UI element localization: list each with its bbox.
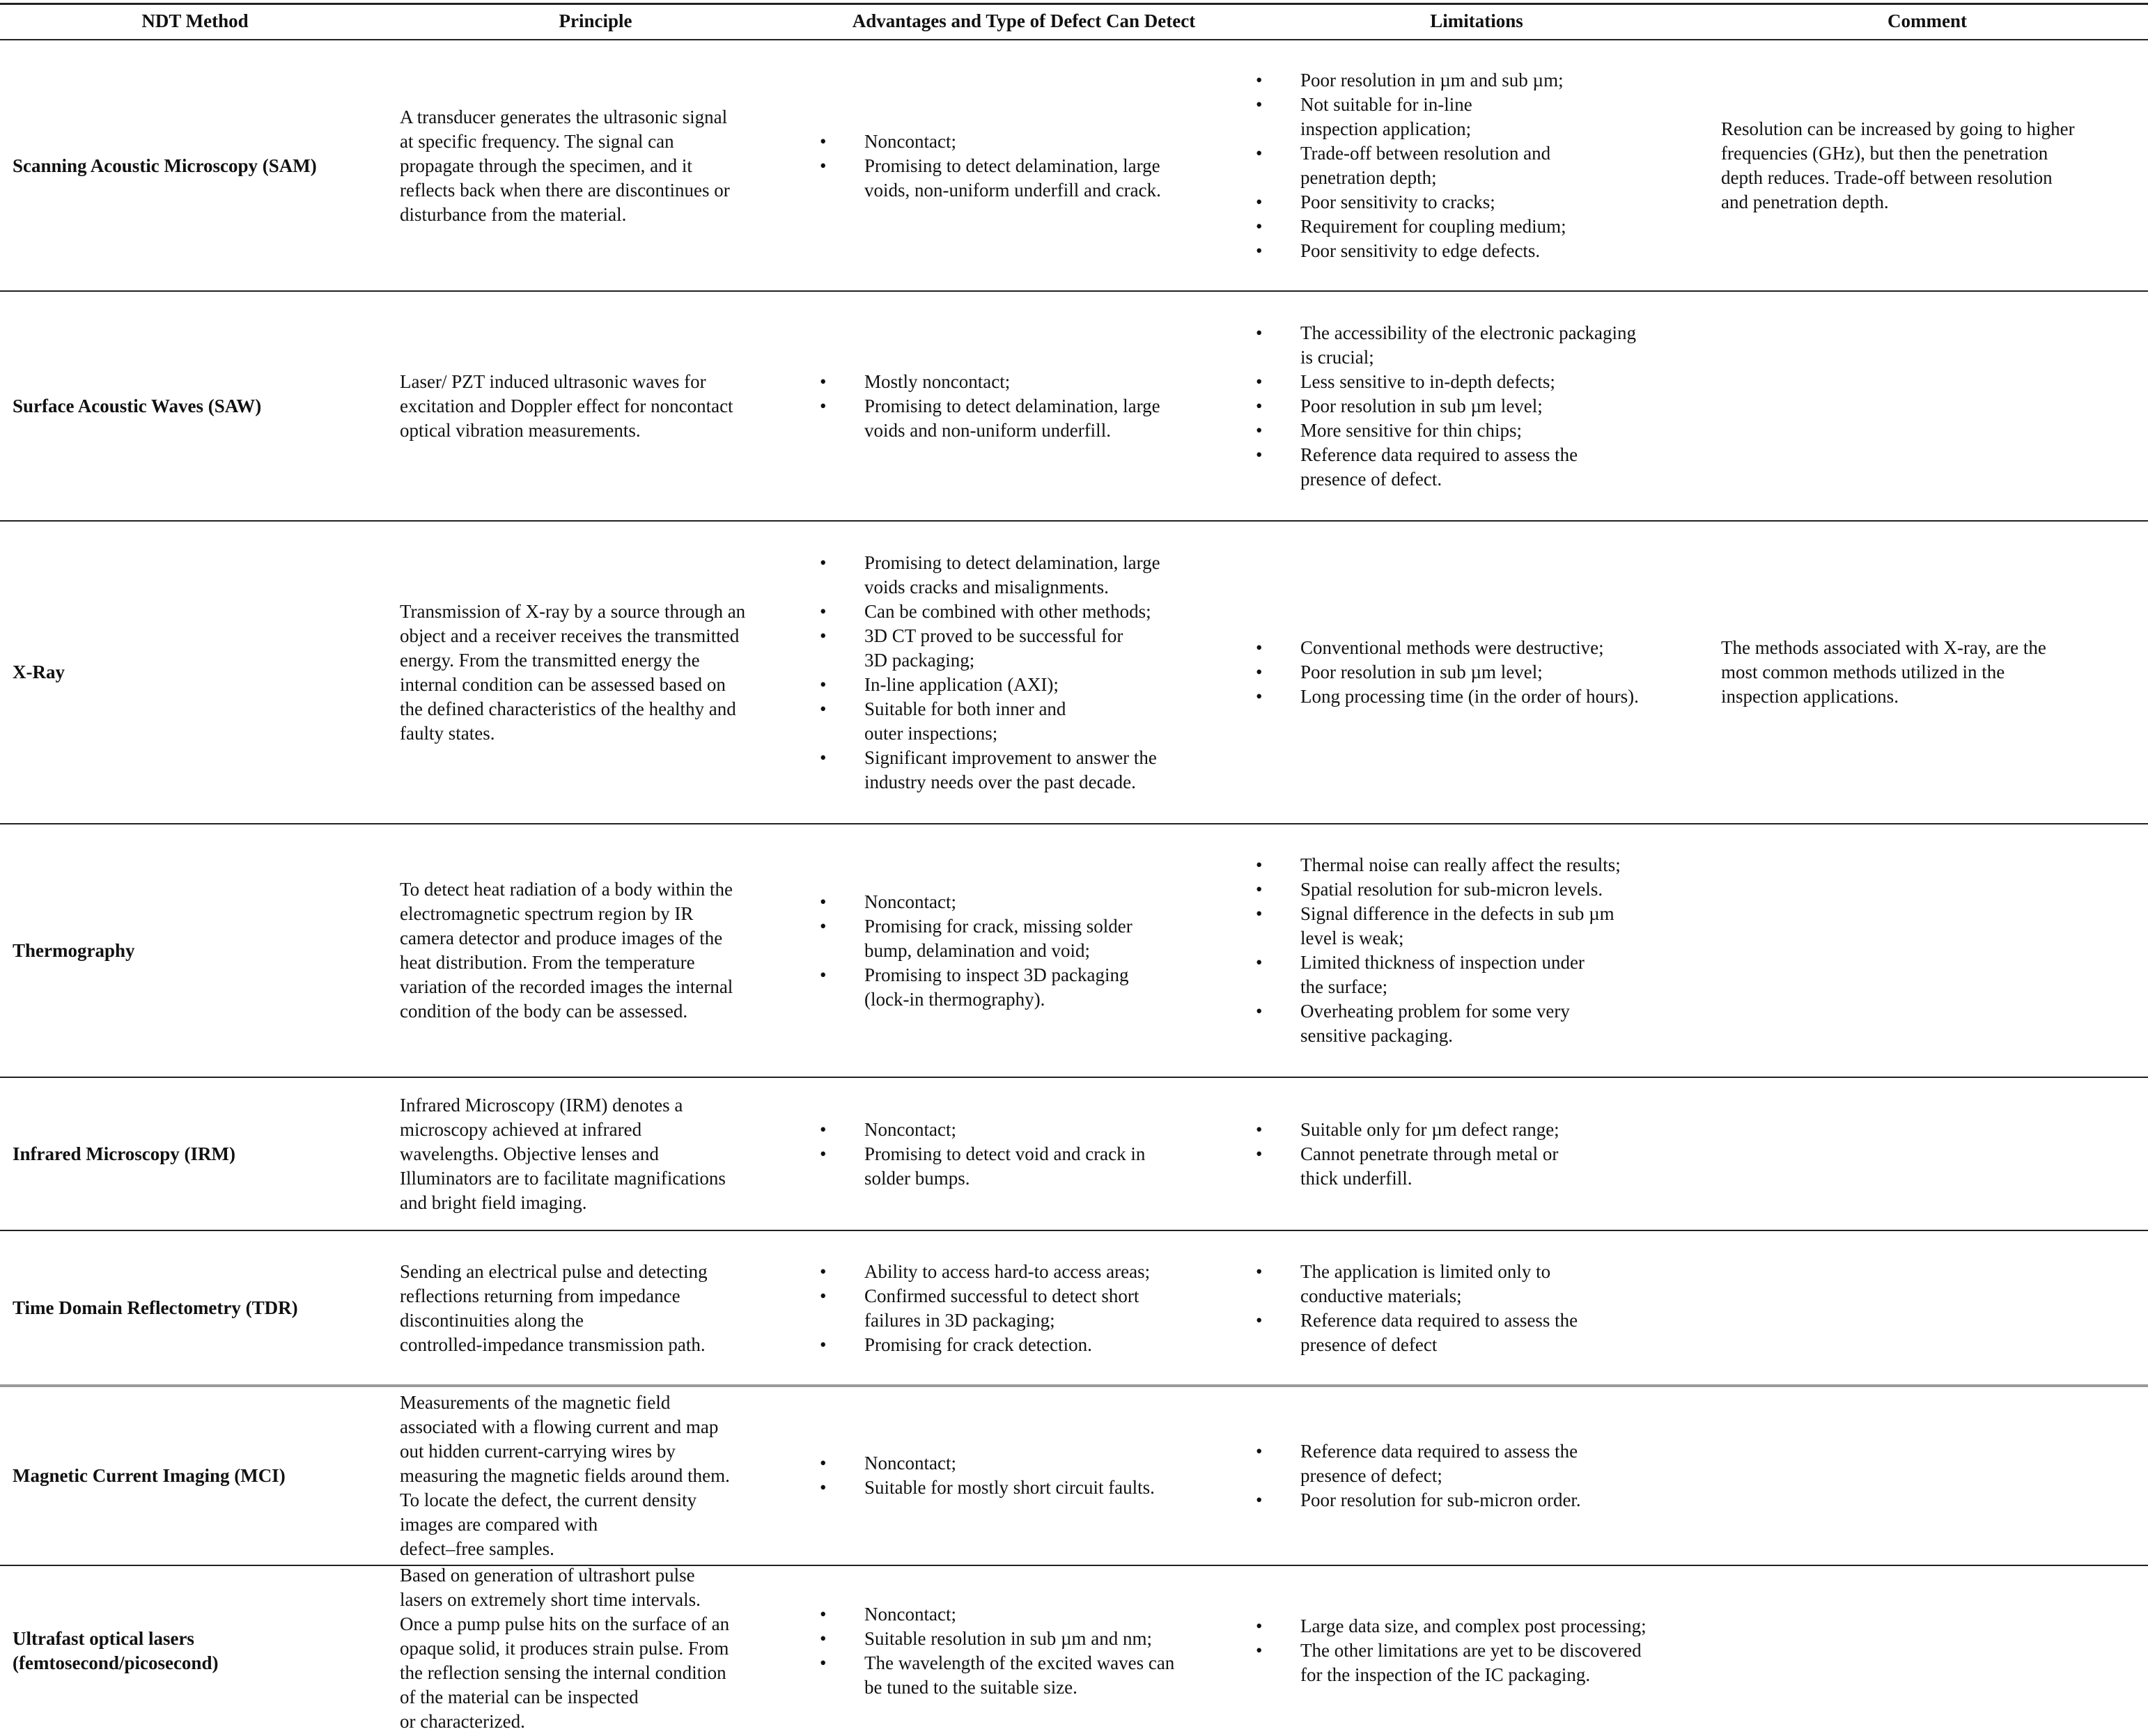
- thermography-limitations-cell: [1256, 853, 1702, 1048]
- irm-limitations-cell: [1256, 1118, 1702, 1191]
- ultrafast-lasers-limitations-cell: [1256, 1614, 1702, 1687]
- bullet-item: • Less sensitive to in-depth defects;: [1256, 370, 1702, 394]
- header-principle: Principle: [559, 10, 632, 31]
- x-ray-limitations-cell: [1256, 636, 1702, 709]
- thermography-method-cell: Thermography: [13, 940, 135, 961]
- mci-advantages-cell: [820, 1451, 1245, 1500]
- bullet-item: • Suitable for both inner and outer inspections;: [820, 697, 1245, 746]
- bullet-item: • Overheating problem for some very sensitive packaging.: [1256, 999, 1702, 1048]
- bullet-item: • Significant improvement to answer the industry needs over the past decade.: [820, 746, 1245, 795]
- bullet-item: • Noncontact;: [820, 1602, 1245, 1627]
- saw-advantages-cell: [820, 370, 1245, 443]
- bullet-item: • Trade-off between resolution and penetration depth;: [1256, 141, 1702, 190]
- bullet-item: • The application is limited only to conductive materials;: [1256, 1260, 1702, 1308]
- bullet-item: • Requirement for coupling medium;: [1256, 214, 1702, 239]
- bullet-item: • The accessibility of the electronic packaging is crucial;: [1256, 321, 1702, 370]
- bullet-item: • Confirmed successful to detect short failures in 3D packaging;: [820, 1284, 1245, 1333]
- bullet-item: • Poor sensitivity to cracks;: [1256, 190, 1702, 214]
- bullet-item: • Promising to detect void and crack in solder bumps.: [820, 1142, 1245, 1191]
- header-bottom-rule: [0, 39, 2148, 40]
- mci-principle-cell: Measurements of the magnetic field associated with a flowing current and map out hidden current-carrying wires by measuring the magnetic fields around them. To locate the defect, the current density images are compared with defect–free samples.: [400, 1392, 730, 1559]
- bullet-item: • Promising to detect delamination, large voids and non-uniform underfill.: [820, 394, 1245, 443]
- bullet-item: • Reference data required to assess the presence of defect: [1256, 1308, 1702, 1357]
- bullet-item: • Promising for crack, missing solder bump, delamination and void;: [820, 914, 1245, 963]
- bullet-item: • Reference data required to assess the presence of defect.: [1256, 443, 1702, 492]
- sam-principle-cell: A transducer generates the ultrasonic signal at specific frequency. The signal can propagate through the specimen, and it reflects back when there are discontinues or disturbance from the material.: [400, 107, 730, 225]
- row-separator: [0, 823, 2148, 824]
- row-separator: [0, 1077, 2148, 1078]
- ultrafast-lasers-principle-cell: Based on generation of ultrashort pulse lasers on extremely short time intervals. Once a pump pulse hits on the surface of an opaque solid, it produces strain pulse. From the reflection sensing the internal condition of the material can be inspected or characterized.: [400, 1565, 730, 1732]
- sam-comment-cell: Resolution can be increased by going to higher frequencies (GHz), but then the penetration depth reduces. Trade-off between resolution and penetration depth.: [1721, 118, 2075, 212]
- bullet-item: • Promising for crack detection.: [820, 1333, 1245, 1357]
- bullet-item: • Poor resolution in sub µm level;: [1256, 660, 1702, 685]
- row-separator: [0, 290, 2148, 292]
- row-separator: [0, 520, 2148, 522]
- mci-method-cell: Magnetic Current Imaging (MCI): [13, 1465, 286, 1486]
- tdr-advantages-cell: [820, 1260, 1245, 1357]
- header-ndt-method: NDT Method: [141, 10, 249, 31]
- bullet-item: • More sensitive for thin chips;: [1256, 419, 1702, 443]
- bullet-item: • Poor resolution for sub-micron order.: [1256, 1488, 1702, 1512]
- bullet-item: • Long processing time (in the order of hours).: [1256, 685, 1702, 709]
- bullet-item: • Large data size, and complex post processing;: [1256, 1614, 1702, 1639]
- bullet-item: • Limited thickness of inspection under the surface;: [1256, 951, 1702, 999]
- tdr-method-cell: Time Domain Reflectometry (TDR): [13, 1297, 298, 1318]
- header-comment: Comment: [1888, 10, 1967, 31]
- bullet-item: • Poor resolution in sub µm level;: [1256, 394, 1702, 419]
- x-ray-advantages-cell: [820, 551, 1245, 795]
- saw-method-cell: Surface Acoustic Waves (SAW): [13, 396, 262, 416]
- bullet-item: • Noncontact;: [820, 1118, 1245, 1142]
- mci-limitations-cell: [1256, 1439, 1702, 1512]
- bullet-item: • Suitable for mostly short circuit faults.: [820, 1476, 1245, 1500]
- irm-advantages-cell: [820, 1118, 1245, 1191]
- bullet-item: • Suitable only for µm defect range;: [1256, 1118, 1702, 1142]
- bullet-item: • The other limitations are yet to be discovered for the inspection of the IC packaging.: [1256, 1639, 1702, 1687]
- header-limitations: Limitations: [1430, 10, 1523, 31]
- bullet-item: • Ability to access hard-to access areas;: [820, 1260, 1245, 1284]
- bullet-item: • Suitable resolution in sub µm and nm;: [820, 1627, 1245, 1651]
- bullet-item: • Promising to inspect 3D packaging (lock-in thermography).: [820, 963, 1245, 1012]
- sam-limitations-cell: [1256, 68, 1702, 263]
- bullet-item: • Reference data required to assess the presence of defect;: [1256, 1439, 1702, 1488]
- table-top-rule: [0, 3, 2148, 5]
- bullet-item: • Can be combined with other methods;: [820, 600, 1245, 624]
- ultrafast-lasers-method-cell: Ultrafast optical lasers (femtosecond/picosecond): [13, 1628, 219, 1673]
- saw-principle-cell: Laser/ PZT induced ultrasonic waves for excitation and Doppler effect for noncontact optical vibration measurements.: [400, 371, 733, 441]
- bullet-item: • Not suitable for in-line inspection application;: [1256, 93, 1702, 141]
- irm-method-cell: Infrared Microscopy (IRM): [13, 1143, 235, 1164]
- bullet-item: • Noncontact;: [820, 130, 1245, 154]
- sam-method-cell: Scanning Acoustic Microscopy (SAM): [13, 155, 317, 176]
- bullet-item: • Thermal noise can really affect the results;: [1256, 853, 1702, 877]
- bullet-item: • Cannot penetrate through metal or thick underfill.: [1256, 1142, 1702, 1191]
- bullet-item: • Poor resolution in µm and sub µm;: [1256, 68, 1702, 93]
- bullet-item: • In-line application (AXI);: [820, 673, 1245, 697]
- saw-limitations-cell: [1256, 321, 1702, 492]
- bullet-item: • Conventional methods were destructive;: [1256, 636, 1702, 660]
- header-advantages: Advantages and Type of Defect Can Detect: [852, 10, 1196, 31]
- bullet-item: • Promising to detect delamination, large voids cracks and misalignments.: [820, 551, 1245, 600]
- bullet-item: • Signal difference in the defects in sub µm level is weak;: [1256, 902, 1702, 951]
- bullet-item: • Mostly noncontact;: [820, 370, 1245, 394]
- x-ray-comment-cell: The methods associated with X-ray, are the most common methods utilized in the inspection applications.: [1721, 637, 2046, 707]
- irm-principle-cell: Infrared Microscopy (IRM) denotes a microscopy achieved at infrared wavelengths. Objective lenses and Illuminators are to facilitate magnifications and bright field imaging.: [400, 1095, 726, 1213]
- bullet-item: • Spatial resolution for sub-micron levels.: [1256, 877, 1702, 902]
- ultrafast-lasers-advantages-cell: [820, 1602, 1245, 1700]
- bullet-item: • Promising to detect delamination, large voids, non-uniform underfill and crack.: [820, 154, 1245, 203]
- row-separator: [0, 1565, 2148, 1566]
- x-ray-method-cell: X-Ray: [13, 662, 65, 682]
- bullet-item: • The wavelength of the excited waves can be tuned to the suitable size.: [820, 1651, 1245, 1700]
- row-separator: [0, 1384, 2148, 1387]
- bullet-item: • Noncontact;: [820, 1451, 1245, 1476]
- x-ray-principle-cell: Transmission of X-ray by a source through an object and a receiver receives the transmitted energy. From the transmitted energy the internal condition can be assessed based on the defined characteristics of the healthy and faulty states.: [400, 601, 746, 744]
- row-separator: [0, 1230, 2148, 1231]
- bullet-item: • 3D CT proved to be successful for 3D packaging;: [820, 624, 1245, 673]
- bullet-item: • Poor sensitivity to edge defects.: [1256, 239, 1702, 263]
- thermography-principle-cell: To detect heat radiation of a body within the electromagnetic spectrum region by IR camera detector and produce images of the heat distribution. From the temperature variation of the recorded images the internal condition of the body can be assessed.: [400, 879, 733, 1022]
- bullet-item: • Noncontact;: [820, 890, 1245, 914]
- tdr-principle-cell: Sending an electrical pulse and detecting reflections returning from impedance discontinuities along the controlled-impedance transmission path.: [400, 1261, 708, 1355]
- tdr-limitations-cell: [1256, 1260, 1702, 1357]
- sam-advantages-cell: [820, 130, 1245, 203]
- thermography-advantages-cell: [820, 890, 1245, 1012]
